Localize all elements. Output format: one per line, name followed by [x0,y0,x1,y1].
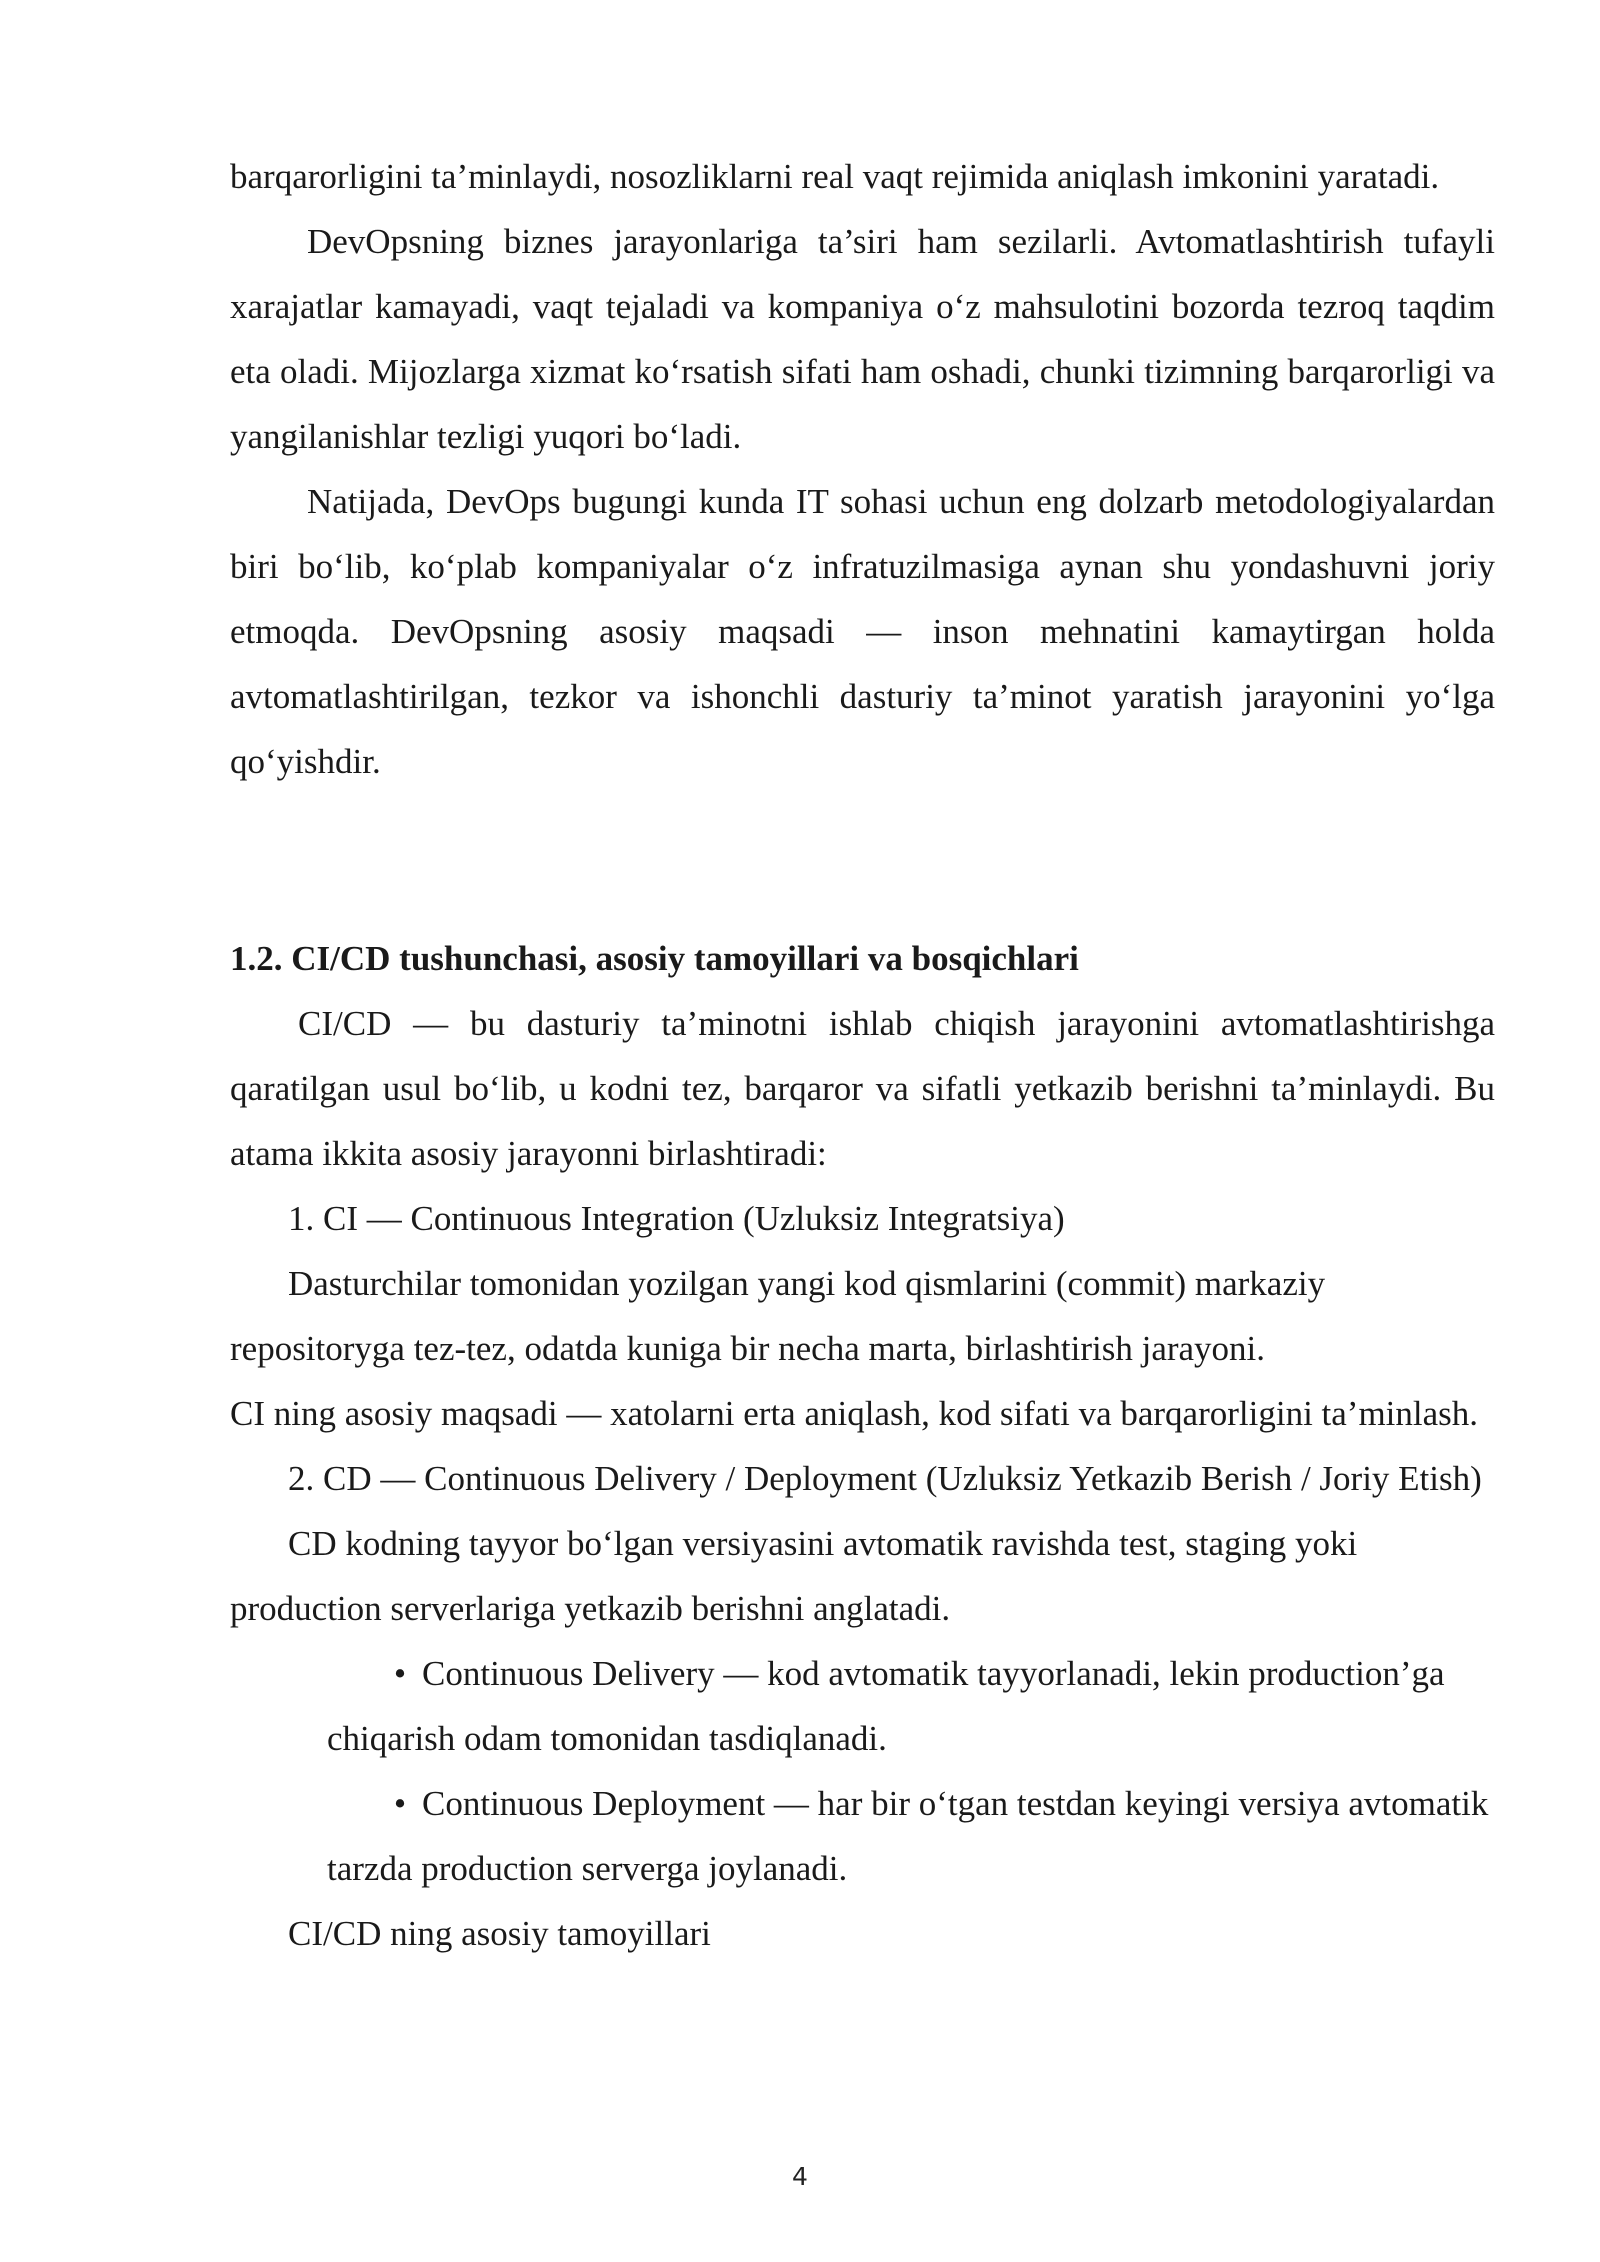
cd-title: 2. CD — Continuous Delivery / Deployment (Uzluksiz Yetkazib Berish / Joriy Etish) [288,1459,1482,1498]
page-number: 4 [792,2162,808,2191]
body-text-top [230,144,1495,794]
list-item [230,1771,1495,1901]
section-intro: CI/CD — bu dasturiy ta’minotni ishlab chiqish jarayonini avtomatlashtirishga qaratilgan usul bo‘lib, u kodni tez, barqaror va sifatli yetkazib berishni ta’minlaydi. Bu atama ikkita asosiy jarayonni birlashtiradi: [230,1004,1495,1173]
bullet-text: Continuous Deployment — har bir o‘tgan testdan keyingi versiya avtomatik tarzda production serverga joylanadi. [327,1784,1489,1888]
cd-bullet-list [230,1641,1495,1901]
ci-goal: CI ning asosiy maqsadi — xatolarni erta aniqlash, kod sifati va barqarorligini ta’minlash. [230,1394,1479,1433]
ci-title: 1. CI — Continuous Integration (Uzluksiz Integratsiya) [288,1199,1065,1238]
principles-title: CI/CD ning asosiy tamoyillari [288,1914,711,1953]
cd-description: CD kodning tayyor bo‘lgan versiyasini avtomatik ravishda test, staging yoki production serverlariga yetkazib berishni anglatadi. [230,1524,1358,1628]
section-heading: 1.2. CI/CD tushunchasi, asosiy tamoyillari va bosqichlari [230,939,1079,978]
bullet-icon: • [393,1784,407,1823]
paragraph-conclusion: Natijada, DevOps bugungi kunda IT sohasi uchun eng dolzarb metodologiyalardan biri bo‘lib, ko‘plab kompaniyalar o‘z infratuzilmasiga aynan shu yondashuvni joriy etmoqda. DevOpsning asosiy maqsadi — inson mehnatini kamaytirgan holda avtomatlashtirilgan, tezkor va ishonchli dasturiy ta’minot yaratish jarayonini yo‘lga qo‘yishdir. [230,482,1495,781]
paragraph-continuation: barqarorligini ta’minlaydi, nosozliklarni real vaqt rejimida aniqlash imkonini yaratadi. [230,157,1440,196]
paragraph-business-impact: DevOpsning biznes jarayonlariga ta’siri ham sezilarli. Avtomatlashtirish tufayli xarajatlar kamayadi, vaqt tejaladi va kompaniya o‘z mahsulotini bozorda tezroq taqdim eta oladi. Mijozlarga xizmat ko‘rsatish sifati ham oshadi, chunki tizimning barqarorligi va yangilanishlar tezligi yuqori bo‘ladi. [230,222,1495,456]
ci-description: Dasturchilar tomonidan yozilgan yangi kod qismlarini (commit) markaziy repositoryga tez-tez, odatda kuniga bir necha marta, birlashtirish jarayoni. [230,1264,1326,1368]
bullet-text: Continuous Delivery — kod avtomatik tayyorlanadi, lekin production’ga chiqarish odam tomonidan tasdiqlanadi. [327,1654,1445,1758]
section-ci-cd [230,926,1495,1966]
list-item [230,1641,1495,1771]
bullet-icon: • [393,1654,407,1693]
